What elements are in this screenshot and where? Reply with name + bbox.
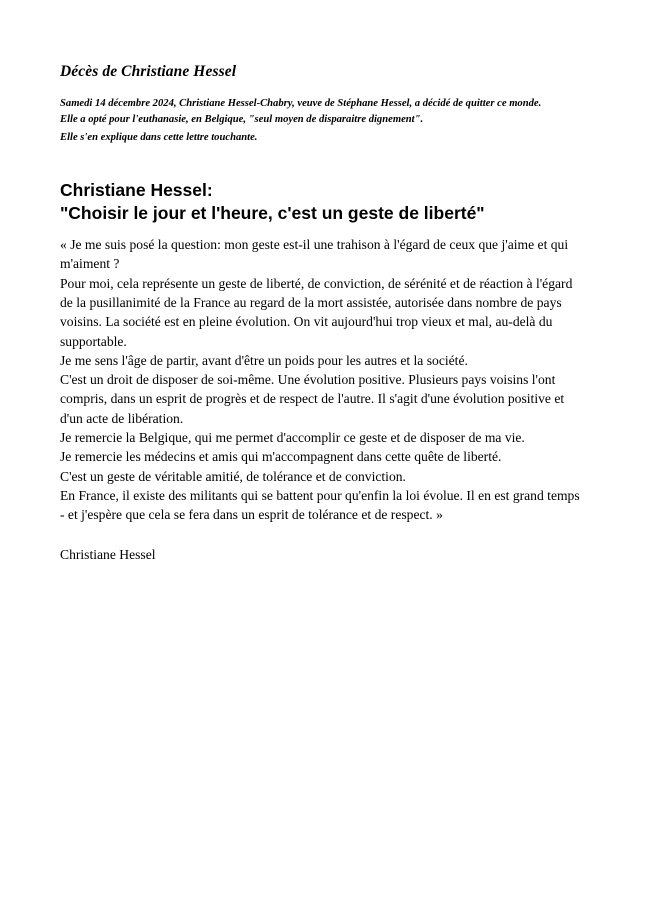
letter-paragraph-1: « Je me suis posé la question: mon geste est-il une trahison à l'égard de ceux que j'aime et qui m'aiment ? — [60, 237, 569, 272]
letter-paragraph-7: C'est un geste de véritable amitié, de tolérance et de conviction. — [60, 468, 406, 484]
letter-paragraph-6: Je remercie les médecins et amis qui m'accompagnent dans cette quête de liberté. — [60, 449, 502, 465]
letter-paragraph-8: En France, il existe des militants qui se battent pour qu'enfin la loi évolue. Il en est grand temps - et j'espère que cela se fera dans un esprit de tolérance et de respect. » — [60, 487, 580, 523]
letter-paragraph-5: Je remercie la Belgique, qui me permet d'accomplir ce geste et de disposer de ma vie. — [60, 429, 525, 445]
headline-line-1: Christiane Hessel: — [60, 179, 213, 200]
intro-paragraph-1: Samedi 14 décembre 2024, Christiane Hessel-Chabry, veuve de Stéphane Hessel, a décidé de quitter ce monde. Elle a opté pour l'euthanasie, en Belgique, "seul moyen de disparaitre dignement". — [60, 98, 542, 125]
headline-line-2: "Choisir le jour et l'heure, c'est un geste de liberté" — [60, 202, 485, 223]
article-headline — [60, 179, 592, 225]
letter-paragraph-2: Pour moi, cela représente un geste de liberté, de conviction, de sérénité et de réaction à l'égard de la pusillanimité de la France au regard de la mort assistée, autorisée dans nombre de pays voisins. La société est en pleine évolution. On vit aujourd'hui trop vieux et mal, au-delà du supportable. — [60, 275, 573, 349]
letter-paragraph-3: Je me sens l'âge de partir, avant d'être un poids pour les autres et la société. — [60, 352, 468, 368]
letter-body — [60, 235, 580, 524]
letter-paragraph-4: C'est un droit de disposer de soi-même. Une évolution positive. Plusieurs pays voisins l'ont compris, dans un esprit de progrès et de respect de l'autre. Il s'agit d'une évolution positive et d'un acte de libération. — [60, 372, 565, 426]
page-title: Décès de Christiane Hessel — [60, 63, 237, 80]
document-intro — [60, 96, 560, 146]
letter-signature: Christiane Hessel — [60, 547, 156, 563]
intro-paragraph-2: Elle s'en explique dans cette lettre touchante. — [60, 132, 258, 144]
